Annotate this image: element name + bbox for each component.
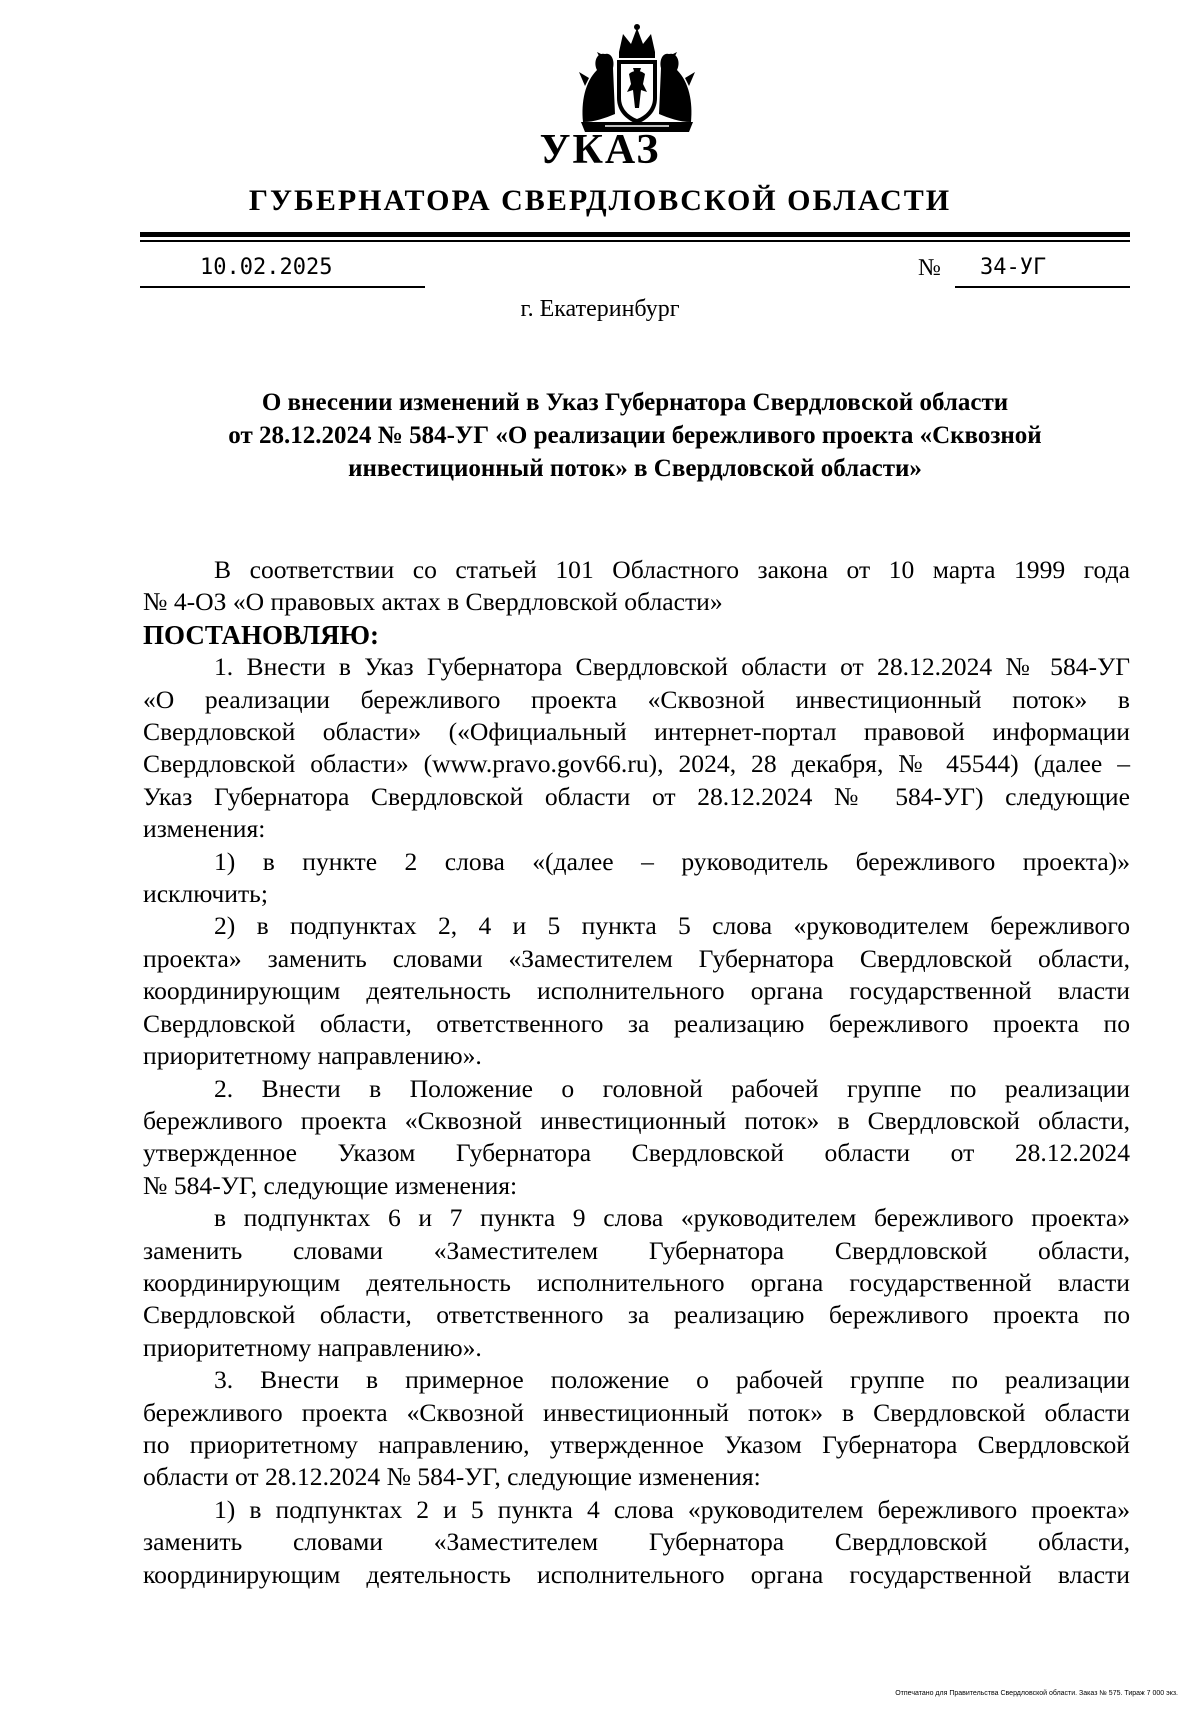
body-line: проекта» заменить словами «Заместителем Губернатора Свердловской области, bbox=[143, 943, 1130, 973]
header-divider-thick bbox=[140, 232, 1130, 237]
document-number: 34-УГ bbox=[980, 255, 1047, 280]
heading-line: инвестиционный поток» в Свердловской области» bbox=[348, 455, 922, 482]
document-subtitle: ГУБЕРНАТОРА СВЕРДЛОВСКОЙ ОБЛАСТИ bbox=[248, 184, 952, 217]
document-title: УКАЗ bbox=[539, 127, 661, 173]
body-line: 3. Внести в примерное положение о рабочей группе по реализации bbox=[214, 1365, 1130, 1395]
body-line: «О реализации бережливого проекта «Сквозной инвестиционный поток» в bbox=[143, 684, 1130, 714]
body-line: координирующим деятельность исполнительного органа государственной власти bbox=[143, 1267, 1130, 1297]
date-underline bbox=[140, 286, 425, 288]
body-line: по приоритетному направлению, утвержденное Указом Губернатора Свердловской bbox=[143, 1429, 1130, 1459]
body-line: Свердловской области, ответственного за реализацию бережливого проекта по bbox=[143, 1008, 1130, 1038]
body-line: в подпунктах 6 и 7 пункта 9 слова «руководителем бережливого проекта» bbox=[214, 1203, 1130, 1233]
body-line: № 4-ОЗ «О правовых актах в Свердловской области» bbox=[143, 587, 723, 617]
body-line: заменить словами «Заместителем Губернатора Свердловской области, bbox=[143, 1235, 1130, 1265]
body-line: Свердловской области, ответственного за реализацию бережливого проекта по bbox=[143, 1300, 1130, 1330]
body-line: В соответствии со статьей 101 Областного закона от 10 марта 1999 года bbox=[214, 555, 1130, 584]
body-line: 2) в подпунктах 2, 4 и 5 пункта 5 слова «руководителем бережливого bbox=[214, 911, 1130, 941]
number-underline bbox=[955, 286, 1130, 288]
body-line: координирующим деятельность исполнительного органа государственной власти bbox=[143, 976, 1130, 1006]
body-line: координирующим деятельность исполнительного органа государственной власти bbox=[143, 1559, 1130, 1589]
body-line: бережливого проекта «Сквозной инвестиционный поток» в Свердловской области bbox=[143, 1397, 1130, 1427]
body-line: 1) в пункте 2 слова «(далее – руководитель бережливого проекта)» bbox=[214, 846, 1130, 876]
body-line: области от 28.12.2024 № 584-УГ, следующие изменения: bbox=[143, 1462, 761, 1492]
decree-keyword: ПОСТАНОВЛЯЮ: bbox=[143, 619, 379, 650]
coat-of-arms-icon bbox=[575, 22, 699, 137]
body-line: Указ Губернатора Свердловской области от 28.12.2024 № 584-УГ) следующие bbox=[143, 781, 1130, 811]
body-line: приоритетному направлению». bbox=[143, 1041, 482, 1071]
document-city: г. Екатеринбург bbox=[520, 296, 680, 322]
body-line: утвержденное Указом Губернатора Свердловской области от 28.12.2024 bbox=[143, 1138, 1130, 1168]
document-heading bbox=[140, 386, 1130, 485]
header-divider-thin bbox=[140, 240, 1130, 242]
heading-line: от 28.12.2024 № 584-УГ «О реализации бережливого проекта «Сквозной bbox=[228, 422, 1042, 449]
body-line: исключить; bbox=[143, 879, 268, 909]
body-line: 2. Внести в Положение о головной рабочей группе по реализации bbox=[214, 1073, 1130, 1103]
body-line: заменить словами «Заместителем Губернатора Свердловской области, bbox=[143, 1527, 1130, 1557]
body-line: 1. Внести в Указ Губернатора Свердловской области от 28.12.2024 № 584-УГ bbox=[214, 652, 1130, 682]
body-line: приоритетному направлению». bbox=[143, 1332, 482, 1362]
body-line: 1) в подпунктах 2 и 5 пункта 4 слова «руководителем бережливого проекта» bbox=[214, 1494, 1130, 1524]
print-imprint: Отпечатано для Правительства Свердловской области. Заказ № 575. Тираж 7 000 экз. bbox=[895, 1690, 1178, 1697]
body-line: изменения: bbox=[143, 814, 266, 844]
body-line: Свердловской области» («Официальный интернет-портал правовой информации bbox=[143, 717, 1130, 747]
body-line: Свердловской области» (www.pravo.gov66.ru), 2024, 28 декабря, № 45544) (далее – bbox=[143, 749, 1130, 779]
body-line: № 584-УГ, следующие изменения: bbox=[143, 1170, 518, 1200]
document-date: 10.02.2025 bbox=[200, 255, 333, 280]
document-body bbox=[143, 554, 1130, 1591]
body-line: бережливого проекта «Сквозной инвестиционный поток» в Свердловской области, bbox=[143, 1105, 1130, 1135]
number-sign: № bbox=[918, 255, 941, 281]
heading-line: О внесении изменений в Указ Губернатора Свердловской области bbox=[261, 389, 1009, 416]
